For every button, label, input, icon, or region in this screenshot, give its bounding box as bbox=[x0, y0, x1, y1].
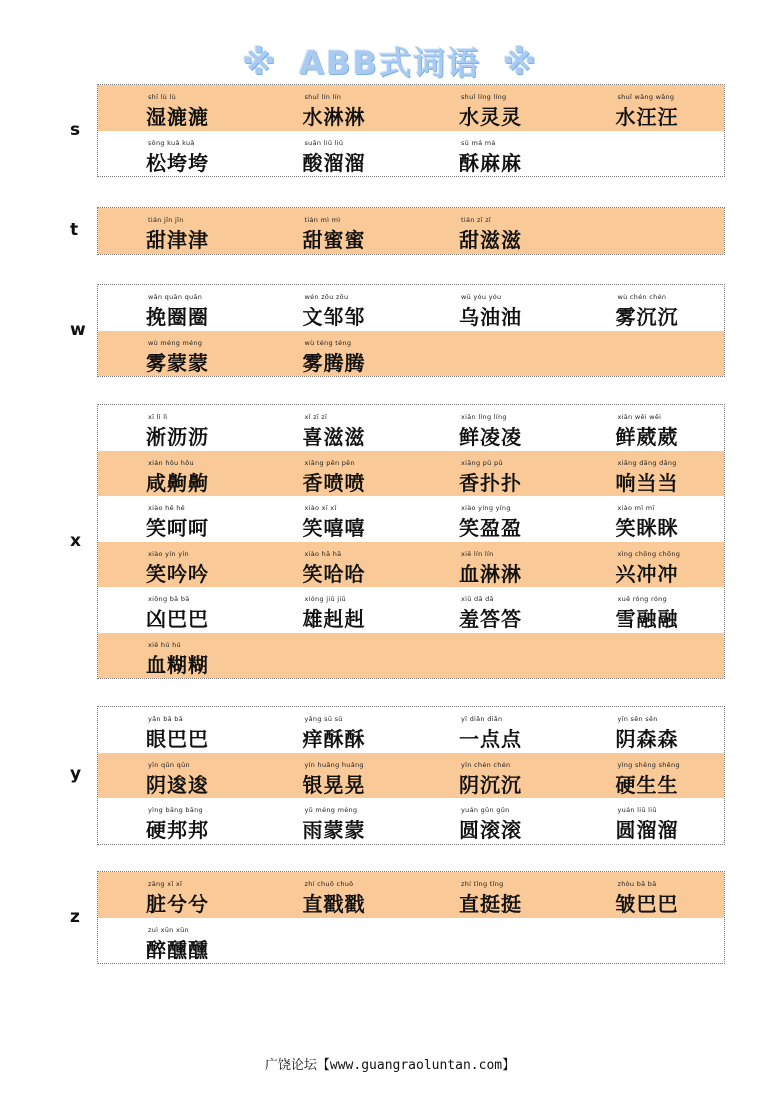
abb-word: 水淋淋 bbox=[302, 105, 366, 129]
word-cell bbox=[411, 285, 568, 331]
word-cell bbox=[411, 798, 568, 844]
word-cell bbox=[98, 707, 255, 753]
pinyin: wǎn quān quān bbox=[148, 293, 203, 301]
pinyin: wù téng téng bbox=[304, 338, 352, 347]
pinyin: xǐ zī zī bbox=[304, 413, 328, 421]
word-cell bbox=[411, 85, 568, 131]
word-cell bbox=[98, 285, 255, 331]
pinyin: xìng chōng chōng bbox=[617, 549, 681, 558]
word-cell bbox=[98, 405, 255, 451]
word-row bbox=[98, 798, 724, 844]
abb-word: 硬生生 bbox=[615, 772, 679, 797]
abb-word: 笑呵呵 bbox=[146, 516, 209, 540]
word-row bbox=[98, 208, 724, 254]
pinyin: xióng jiū jiū bbox=[304, 595, 346, 603]
abb-word: 笑盈盈 bbox=[459, 516, 522, 540]
group-x bbox=[97, 404, 725, 679]
word-cell bbox=[568, 405, 725, 451]
word-cell bbox=[568, 542, 725, 588]
word-row bbox=[98, 707, 724, 753]
word-cell bbox=[568, 707, 725, 753]
word-cell bbox=[255, 85, 412, 131]
word-cell bbox=[98, 633, 255, 679]
abb-word: 湿漉漉 bbox=[146, 105, 209, 129]
group-letter: x bbox=[70, 530, 81, 551]
word-cell bbox=[411, 405, 568, 451]
abb-word: 响当当 bbox=[615, 470, 679, 495]
pinyin: yīn sēn sēn bbox=[617, 715, 658, 723]
abb-word: 咸齁齁 bbox=[146, 470, 209, 495]
word-cell bbox=[255, 208, 412, 254]
group-letter: s bbox=[70, 119, 81, 140]
pinyin: zāng xī xī bbox=[148, 880, 183, 888]
pinyin: xiǎng dāng dāng bbox=[617, 458, 677, 467]
abb-word: 雾沉沉 bbox=[615, 305, 679, 329]
word-row bbox=[98, 496, 724, 542]
abb-word: 雪融融 bbox=[615, 607, 679, 631]
pinyin: yǎng sū sū bbox=[304, 715, 343, 723]
abb-word: 直戳戳 bbox=[302, 892, 366, 916]
word-cell bbox=[568, 587, 725, 633]
pinyin: yīn qūn qūn bbox=[148, 760, 190, 769]
pinyin: xiào yín yín bbox=[148, 549, 189, 558]
word-cell bbox=[98, 542, 255, 588]
word-cell bbox=[98, 753, 255, 799]
abb-word: 兴冲冲 bbox=[615, 561, 679, 586]
abb-word: 血淋淋 bbox=[459, 561, 522, 586]
group-letter: w bbox=[70, 319, 86, 340]
word-cell bbox=[568, 85, 725, 131]
abb-word: 酸溜溜 bbox=[302, 150, 366, 175]
abb-word: 雾腾腾 bbox=[302, 350, 366, 375]
group-y bbox=[97, 706, 725, 845]
word-cell bbox=[255, 798, 412, 844]
word-cell bbox=[98, 496, 255, 542]
pinyin: xiào yíng yíng bbox=[461, 504, 511, 512]
title-text: ABB式词语 bbox=[299, 44, 481, 82]
word-cell bbox=[255, 131, 412, 177]
abb-word: 痒酥酥 bbox=[302, 727, 366, 751]
pinyin: yín huǎng huǎng bbox=[304, 760, 364, 769]
pinyin: xiāng pū pū bbox=[461, 458, 503, 467]
pinyin: yìng shēng shēng bbox=[617, 760, 680, 769]
pinyin: wén zōu zōu bbox=[304, 293, 349, 301]
word-cell bbox=[255, 542, 412, 588]
pinyin: wū yóu yóu bbox=[461, 293, 502, 301]
abb-word: 阴森森 bbox=[615, 727, 679, 751]
word-cell bbox=[568, 496, 725, 542]
abb-word: 鲜葳葳 bbox=[615, 425, 679, 449]
abb-word: 乌油油 bbox=[459, 305, 522, 329]
pinyin: zhí tǐng tǐng bbox=[461, 880, 504, 888]
word-row bbox=[98, 405, 724, 451]
pinyin: wù chén chén bbox=[617, 293, 667, 301]
abb-word: 脏兮兮 bbox=[146, 892, 209, 916]
abb-word: 笑吟吟 bbox=[146, 561, 209, 586]
abb-word: 直挺挺 bbox=[459, 892, 522, 916]
abb-word: 圆滚滚 bbox=[459, 818, 522, 842]
pinyin: yī diǎn diǎn bbox=[461, 715, 503, 723]
abb-word: 水汪汪 bbox=[615, 105, 679, 129]
pinyin: wù méng méng bbox=[148, 338, 203, 347]
word-cell bbox=[255, 707, 412, 753]
word-row bbox=[98, 131, 724, 177]
abb-word: 甜蜜蜜 bbox=[302, 228, 366, 252]
word-cell bbox=[411, 208, 568, 254]
word-cell bbox=[411, 872, 568, 918]
word-cell bbox=[568, 918, 725, 964]
pinyin: tián jīn jīn bbox=[148, 216, 184, 224]
abb-word: 甜津津 bbox=[146, 228, 209, 252]
abb-word: 酥麻麻 bbox=[459, 150, 522, 175]
abb-word: 淅沥沥 bbox=[146, 425, 209, 449]
abb-word: 圆溜溜 bbox=[615, 818, 679, 842]
word-cell bbox=[98, 85, 255, 131]
word-cell bbox=[568, 753, 725, 799]
pinyin: yǔ méng méng bbox=[304, 806, 358, 814]
word-cell bbox=[98, 208, 255, 254]
word-cell bbox=[568, 798, 725, 844]
word-cell bbox=[411, 331, 568, 377]
word-cell bbox=[255, 331, 412, 377]
pinyin: yìng bāng bāng bbox=[148, 806, 203, 814]
word-cell bbox=[255, 633, 412, 679]
abb-word: 笑眯眯 bbox=[615, 516, 679, 540]
abb-word: 水灵灵 bbox=[459, 105, 522, 129]
word-row bbox=[98, 285, 724, 331]
pinyin: xī lì lì bbox=[148, 413, 168, 421]
word-cell bbox=[411, 542, 568, 588]
word-cell bbox=[568, 131, 725, 177]
group-letter: t bbox=[70, 219, 79, 240]
pinyin: yīn chén chén bbox=[461, 760, 511, 769]
word-cell bbox=[255, 753, 412, 799]
abb-word: 雄赳赳 bbox=[302, 607, 366, 631]
word-cell bbox=[255, 405, 412, 451]
abb-word: 挽圈圈 bbox=[146, 305, 209, 329]
abb-word: 一点点 bbox=[459, 727, 522, 751]
word-cell bbox=[255, 872, 412, 918]
abb-word: 醉醺醺 bbox=[146, 937, 209, 962]
word-row bbox=[98, 633, 724, 679]
word-cell bbox=[98, 131, 255, 177]
word-cell bbox=[98, 587, 255, 633]
word-cell bbox=[411, 633, 568, 679]
group-letter: z bbox=[70, 906, 80, 927]
abb-word: 香扑扑 bbox=[459, 470, 522, 495]
pinyin: shuǐ líng líng bbox=[461, 93, 507, 101]
abb-word: 眼巴巴 bbox=[146, 727, 209, 751]
abb-word: 甜滋滋 bbox=[459, 228, 522, 252]
word-cell bbox=[98, 872, 255, 918]
pinyin: yuán gǔn gǔn bbox=[461, 806, 510, 814]
pinyin: zhòu bā bā bbox=[617, 880, 657, 888]
word-cell bbox=[411, 707, 568, 753]
word-row bbox=[98, 451, 724, 497]
page-title bbox=[0, 38, 780, 84]
word-cell bbox=[568, 633, 725, 679]
word-cell bbox=[411, 451, 568, 497]
abb-word: 凶巴巴 bbox=[146, 607, 209, 631]
pinyin: sōng kuǎ kuǎ bbox=[148, 138, 195, 147]
pinyin: xiào mī mī bbox=[617, 504, 655, 512]
word-row bbox=[98, 918, 724, 964]
word-cell bbox=[255, 496, 412, 542]
pinyin: xiū dā dā bbox=[461, 595, 494, 603]
abb-word: 松垮垮 bbox=[146, 150, 209, 175]
word-row bbox=[98, 331, 724, 377]
word-row bbox=[98, 872, 724, 918]
reference-mark-right: ※ bbox=[502, 43, 538, 83]
abb-word: 文邹邹 bbox=[302, 305, 366, 329]
pinyin: sū má má bbox=[461, 138, 496, 147]
word-cell bbox=[568, 285, 725, 331]
word-cell bbox=[255, 451, 412, 497]
pinyin: xuě róng róng bbox=[617, 595, 668, 603]
pinyin: xiào hē hē bbox=[148, 504, 185, 512]
pinyin: xiāng pēn pēn bbox=[304, 458, 355, 467]
word-cell bbox=[411, 131, 568, 177]
abb-word: 皱巴巴 bbox=[615, 892, 679, 916]
abb-word: 鲜凌凌 bbox=[459, 425, 522, 449]
abb-word: 羞答答 bbox=[459, 607, 522, 631]
pinyin: xiān líng líng bbox=[461, 413, 507, 421]
pinyin: xiān wēi wēi bbox=[617, 413, 662, 421]
word-cell bbox=[255, 285, 412, 331]
pinyin: zhí chuō chuō bbox=[304, 880, 354, 888]
group-w bbox=[97, 284, 725, 377]
abb-word: 血糊糊 bbox=[146, 652, 209, 677]
word-cell bbox=[98, 451, 255, 497]
word-cell bbox=[98, 798, 255, 844]
word-cell bbox=[98, 331, 255, 377]
word-row bbox=[98, 85, 724, 131]
pinyin: shī lù lù bbox=[148, 93, 176, 101]
abb-word: 笑哈哈 bbox=[302, 561, 366, 586]
abb-word: 雨蒙蒙 bbox=[302, 818, 366, 842]
abb-word: 阴逡逡 bbox=[146, 772, 209, 797]
word-cell bbox=[98, 918, 255, 964]
pinyin: shuǐ lín lín bbox=[304, 93, 342, 101]
abb-word: 雾蒙蒙 bbox=[146, 350, 209, 375]
word-cell bbox=[255, 587, 412, 633]
abb-word: 银晃晃 bbox=[302, 772, 366, 797]
pinyin: yuán liū liū bbox=[617, 806, 657, 814]
pinyin: xiě hú hú bbox=[148, 640, 181, 649]
word-cell bbox=[411, 496, 568, 542]
pinyin: xiě lín lín bbox=[461, 549, 494, 558]
pinyin: tián zī zī bbox=[461, 216, 492, 224]
group-letter: y bbox=[70, 764, 82, 785]
word-row bbox=[98, 542, 724, 588]
word-row bbox=[98, 753, 724, 799]
reference-mark-left: ※ bbox=[242, 43, 278, 83]
word-cell bbox=[568, 451, 725, 497]
word-cell bbox=[411, 918, 568, 964]
word-cell bbox=[411, 753, 568, 799]
pinyin: shuǐ wāng wāng bbox=[617, 93, 675, 101]
abb-word: 喜滋滋 bbox=[302, 425, 366, 449]
word-row bbox=[98, 587, 724, 633]
word-cell bbox=[255, 918, 412, 964]
pinyin: tián mì mì bbox=[304, 216, 341, 224]
pinyin: xián hōu hōu bbox=[148, 458, 194, 467]
pinyin: xiōng bā bā bbox=[148, 595, 190, 603]
abb-word: 硬邦邦 bbox=[146, 818, 209, 842]
word-cell bbox=[411, 587, 568, 633]
word-cell bbox=[568, 872, 725, 918]
pinyin: xiào hā hā bbox=[304, 549, 342, 558]
footer-source: 广饶论坛【www.guangraoluntan.com】 bbox=[264, 1058, 516, 1073]
abb-word: 笑嘻嘻 bbox=[302, 516, 366, 540]
word-cell bbox=[568, 331, 725, 377]
pinyin: xiào xī xī bbox=[304, 504, 337, 512]
abb-word: 阴沉沉 bbox=[459, 772, 522, 797]
pinyin: yǎn bā bā bbox=[148, 715, 183, 723]
group-t bbox=[97, 207, 725, 255]
group-z bbox=[97, 871, 725, 964]
word-cell bbox=[568, 208, 725, 254]
pinyin: zuì xūn xūn bbox=[148, 925, 189, 934]
pinyin: suān liū liū bbox=[304, 138, 344, 147]
group-s bbox=[97, 84, 725, 177]
abb-word: 香喷喷 bbox=[302, 470, 366, 495]
